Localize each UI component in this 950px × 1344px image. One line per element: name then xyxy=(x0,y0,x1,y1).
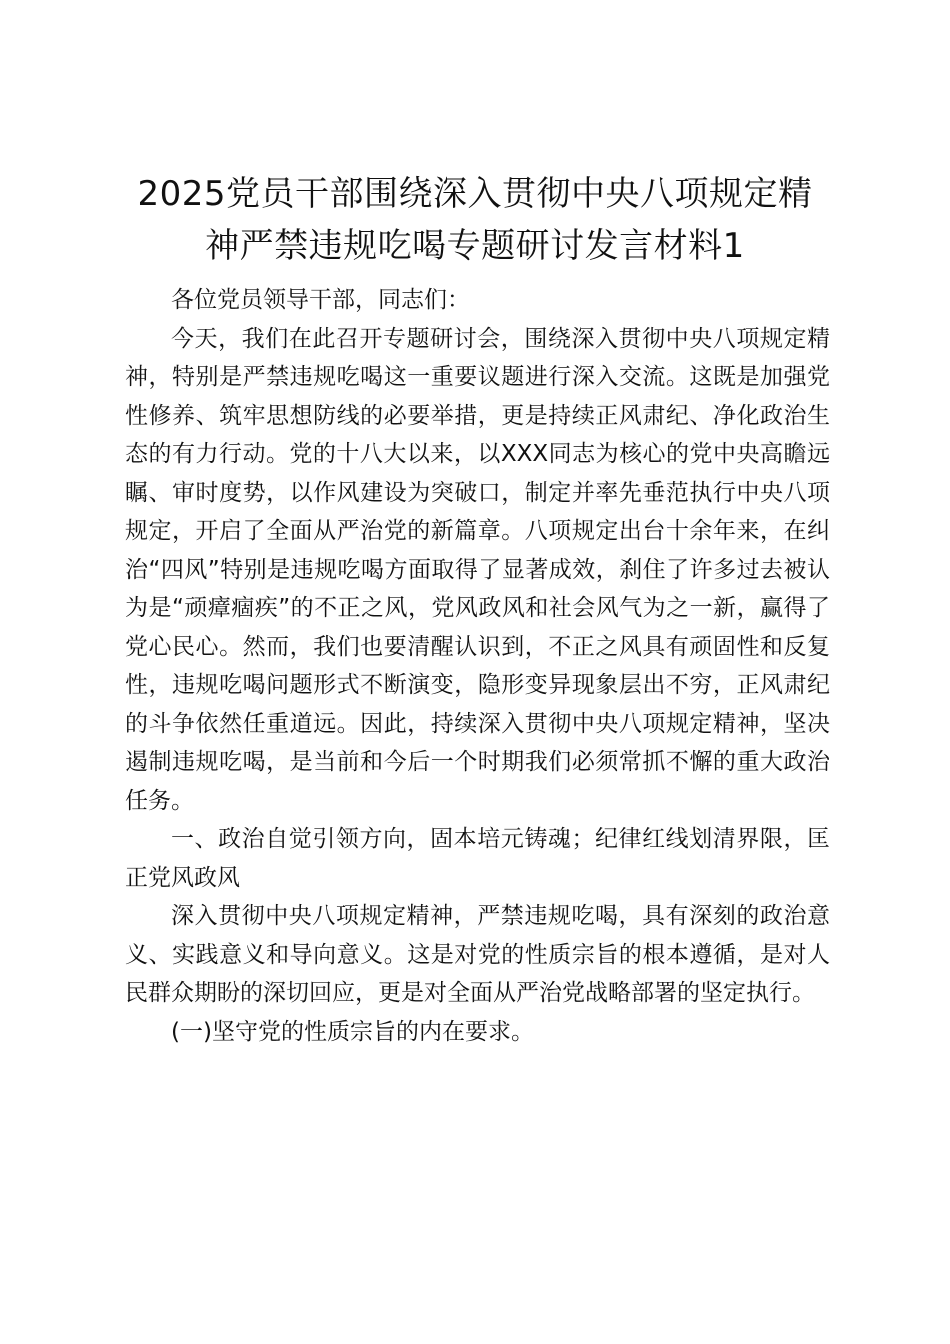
intro-paragraph: 今天，我们在此召开专题研讨会，围绕深入贯彻中央八项规定精神，特别是严禁违规吃喝这一重要议题进行深入交流。这既是加强党性修养、筑牢思想防线的必要举措，更是持续正风肃纪、净化政治生态的有力行动。党的十八大以来，以XXX同志为核心的党中央高瞻远瞩、审时度势，以作风建设为突破口，制定并率先垂范执行中央八项规定，开启了全面从严治党的新篇章。八项规定出台十余年来，在纠治“四风”特别是违规吃喝方面取得了显著成效，刹住了许多过去被认为是“顽瘴痼疾”的不正之风，党风政风和社会风气为之一新，赢得了党心民心。然而，我们也要清醒认识到，不正之风具有顽固性和反复性，违规吃喝问题形式不断演变，隐形变异现象层出不穷，正风肃纪的斗争依然任重道远。因此，持续深入贯彻中央八项规定精神，坚决遏制违规吃喝，是当前和今后一个时期我们必须常抓不懈的重大政治任务。 xyxy=(125,325,830,814)
salutation: 各位党员领导干部，同志们： xyxy=(171,287,470,313)
subheading: (一)坚守党的性质宗旨的内在要求。 xyxy=(171,1018,534,1045)
document-body xyxy=(125,281,830,1051)
document-title: 2025党员干部围绕深入贯彻中央八项规定精神严禁违规吃喝专题研讨发言材料1 xyxy=(137,174,813,266)
section-paragraph: 深入贯彻中央八项规定精神，严禁违规吃喝，具有深刻的政治意义、实践意义和导向意义。这是对党的性质宗旨的根本遵循，是对人民群众期盼的深切回应，更是对全面从严治党战略部署的坚定执行。 xyxy=(125,903,830,1006)
section-heading: 一、政治自觉引领方向，固本培元铸魂；纪律红线划清界限，匡正党风政风 xyxy=(125,826,830,891)
